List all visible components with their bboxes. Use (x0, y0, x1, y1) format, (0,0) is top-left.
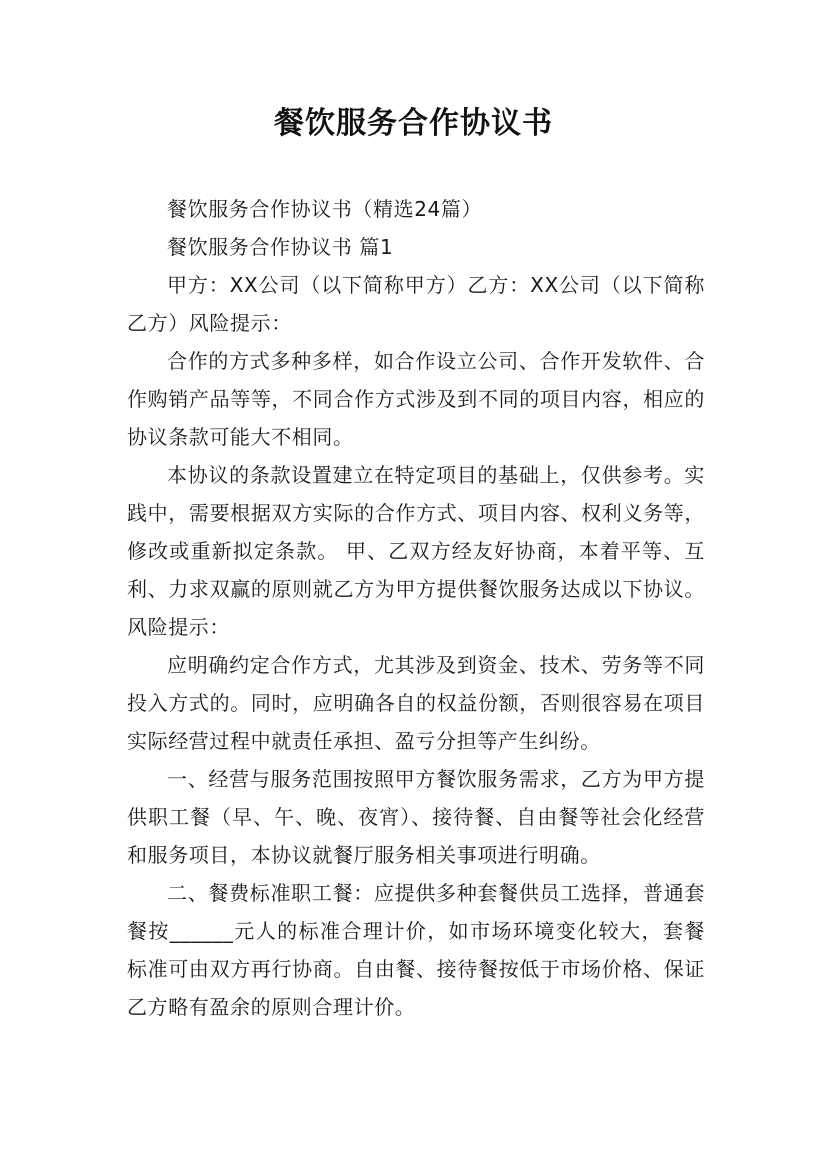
paragraph-terms-basis: 本协议的条款设置建立在特定项目的基础上，仅供参考。实践中，需要根据双方实际的合作方式、项目内容、权利义务等，修改或重新拟定条款。 甲、乙双方经友好协商，本着平等、互利、力求双赢的原则就乙方为甲方提供餐饮服务达成以下协议。风险提示： (127, 463, 705, 639)
document-title: 餐饮服务合作协议书 (274, 106, 553, 141)
paragraph-risk-note: 应明确约定合作方式，尤其涉及到资金、技术、劳务等不同投入方式的。同时，应明确各自的权益份额，否则很容易在项目实际经营过程中就责任承担、盈亏分担等产生纠纷。 (127, 653, 705, 753)
paragraph-meal-pricing: 二、餐费标准职工餐：应提供多种套餐供员工选择，普通套餐按______元人的标准合理计价，如市场环境变化较大，套餐标准可由双方再行协商。自由餐、接待餐按低于市场价格、保证乙方略有盈余的原则合理计价。 (127, 881, 705, 1019)
document-body (127, 190, 705, 1026)
paragraph-section-heading: 餐饮服务合作协议书 篇1 (167, 235, 394, 259)
paragraph-parties: 甲方：XX公司（以下简称甲方）乙方：XX公司（以下简称乙方）风险提示： (127, 273, 705, 335)
paragraph-subtitle: 餐饮服务合作协议书（精选24篇） (167, 197, 483, 221)
paragraph-scope-of-service: 一、经营与服务范围按照甲方餐饮服务需求，乙方为甲方提供职工餐（早、午、晚、夜宵）、接待餐、自由餐等社会化经营和服务项目，本协议就餐厅服务相关事项进行明确。 (127, 767, 705, 867)
paragraph-cooperation-methods: 合作的方式多种多样，如合作设立公司、合作开发软件、合作购销产品等等，不同合作方式涉及到不同的项目内容，相应的协议条款可能大不相同。 (127, 349, 705, 449)
